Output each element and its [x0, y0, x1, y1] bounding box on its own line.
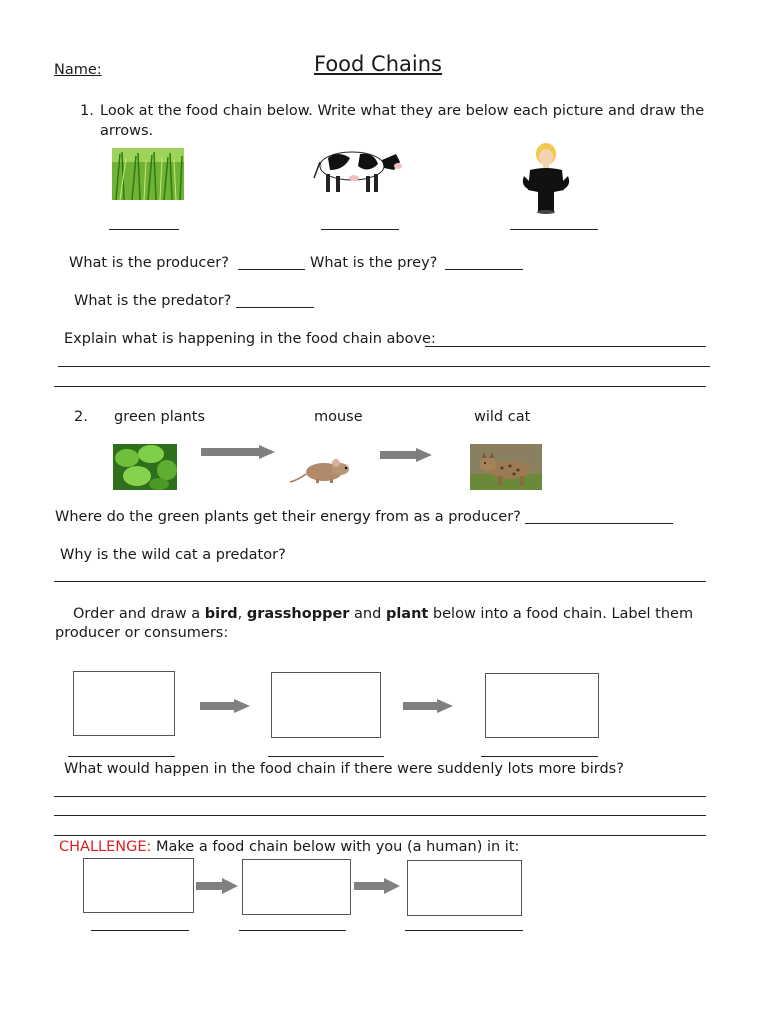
energy-answer-blank[interactable]	[525, 523, 673, 524]
producer-question: What is the producer?	[69, 255, 229, 271]
wild-cat-image	[470, 444, 542, 490]
cow-image	[308, 144, 404, 194]
arrow-icon	[200, 699, 250, 713]
order-instruction-line1: Order and draw a bird, grasshopper and plant below into a food chain. Label them	[73, 606, 694, 622]
challenge-box-3[interactable]	[407, 860, 522, 916]
arrow-icon	[201, 445, 275, 459]
producer-answer-blank[interactable]	[238, 269, 305, 270]
label-blank-3[interactable]	[481, 756, 598, 757]
challenge-box-2[interactable]	[242, 859, 351, 915]
page-title: Food Chains	[314, 52, 442, 76]
answer-blank-woman[interactable]	[510, 229, 598, 230]
grass-image	[112, 148, 184, 200]
label-blank-1[interactable]	[68, 756, 175, 757]
wild-cat-answer-line[interactable]	[54, 581, 706, 582]
label-wild-cat: wild cat	[474, 409, 531, 425]
prey-answer-blank[interactable]	[445, 269, 523, 270]
challenge-box-1[interactable]	[83, 858, 194, 913]
challenge-label-blank-1[interactable]	[91, 930, 189, 931]
prey-question: What is the prey?	[310, 255, 438, 271]
name-label: Name:	[54, 62, 102, 78]
food-chain-drawing-box-3[interactable]	[485, 673, 599, 738]
explain-answer-line-3[interactable]	[54, 386, 706, 387]
arrow-icon	[196, 878, 238, 894]
green-plants-image	[113, 444, 177, 490]
predator-question: What is the predator?	[74, 293, 232, 309]
challenge-instruction: CHALLENGE: Make a food chain below with you (a human) in it:	[59, 839, 520, 855]
arrow-icon	[354, 878, 400, 894]
challenge-label-blank-2[interactable]	[239, 930, 346, 931]
more-birds-answer-line-2[interactable]	[54, 815, 706, 816]
q2-number: 2.	[74, 409, 88, 425]
explain-answer-line-2[interactable]	[58, 366, 710, 367]
answer-blank-cow[interactable]	[321, 229, 399, 230]
explain-answer-blank-1[interactable]	[425, 346, 706, 347]
energy-question: Where do the green plants get their energy from as a producer?	[55, 509, 521, 525]
arrow-icon	[380, 448, 432, 462]
woman-image	[516, 142, 574, 214]
challenge-label: CHALLENGE:	[59, 839, 152, 855]
q1-instruction-line2: arrows.	[100, 123, 154, 139]
more-birds-answer-line-1[interactable]	[54, 796, 706, 797]
challenge-label-blank-3[interactable]	[405, 930, 523, 931]
label-green-plants: green plants	[114, 409, 206, 425]
mouse-image	[290, 458, 352, 486]
arrow-icon	[403, 699, 453, 713]
label-mouse: mouse	[314, 409, 363, 425]
food-chain-drawing-box-2[interactable]	[271, 672, 381, 738]
explain-question: Explain what is happening in the food chain above:	[64, 331, 436, 347]
more-birds-question: What would happen in the food chain if there were suddenly lots more birds?	[64, 761, 624, 777]
wild-cat-predator-question: Why is the wild cat a predator?	[60, 547, 286, 563]
food-chain-drawing-box-1[interactable]	[73, 671, 175, 736]
q1-number: 1.	[80, 103, 94, 119]
more-birds-answer-line-3[interactable]	[54, 835, 706, 836]
answer-blank-grass[interactable]	[109, 229, 179, 230]
predator-answer-blank[interactable]	[236, 307, 314, 308]
q1-instruction-line1: Look at the food chain below. Write what they are below each picture and draw the	[100, 103, 705, 119]
label-blank-2[interactable]	[268, 756, 384, 757]
order-instruction-line2: producer or consumers:	[55, 625, 229, 641]
